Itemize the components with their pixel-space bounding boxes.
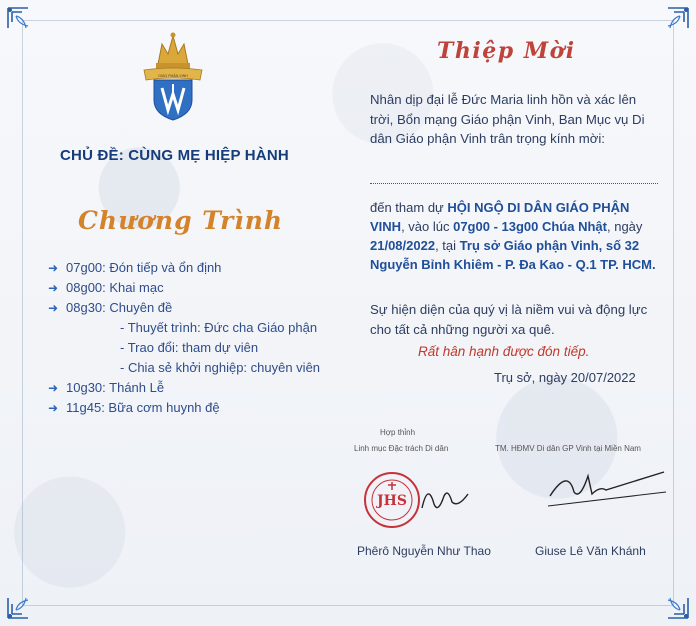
agenda-item: ➜ 08g00: Khai mạc (48, 278, 320, 298)
agenda-item: ➜ 11g45: Bữa cơm huynh đệ (48, 398, 320, 418)
event-place: Trụ sở Giáo phận Vinh, số 32 Nguyễn Bỉnh Khiêm - P. Đa Kao - Q.1 TP. HCM. (370, 238, 656, 272)
corner-ornament-icon (654, 6, 690, 42)
agenda-text: Bữa cơm huynh đệ (108, 400, 220, 415)
agenda-time: 07g00 (66, 260, 103, 275)
event-date: 21/08/2022 (370, 238, 436, 253)
agenda-text: Chuyên đề (109, 300, 173, 315)
agenda-text: Đón tiếp và ổn định (109, 260, 222, 275)
arrow-right-icon: ➜ (48, 401, 59, 415)
invite-paragraph: đến tham dự HỘI NGỘ DI DÂN GIÁO PHẬN VINH, vào lúc 07g00 - 13g00 Chúa Nhật, ngày 21/08/2022, tại Trụ sở Giáo phận Vinh, số 32 Nguyễn Bỉnh Khiêm - P. Đa Kao - Q.1 TP. HCM. (370, 200, 656, 272)
event-time: 07g00 - 13g00 Chúa Nhật (453, 219, 607, 234)
corner-ornament-icon (654, 584, 690, 620)
arrow-right-icon: ➜ (48, 281, 59, 295)
agenda-time: 08g30 (66, 300, 103, 315)
arrow-right-icon: ➜ (48, 261, 59, 275)
presence-paragraph: Sự hiện diện của quý vị là niềm vui và động lực cho tất cả những người xa quê. (370, 302, 648, 337)
agenda-item: ➜ 07g00: Đón tiếp và ổn định (48, 258, 320, 278)
agenda-subitem: - Chia sẻ khởi nghiệp: chuyên viên (120, 360, 321, 375)
signer-name-left: Phêrô Nguyễn Như Thao (357, 544, 491, 558)
signature-header-left: Hợp thỉnh (380, 428, 416, 437)
agenda-subitem: - Thuyết trình: Đức cha Giáo phận (120, 320, 318, 335)
agenda-text: Thánh Lễ (109, 380, 165, 395)
signature-role-right: TM. HĐMV Di dân GP Vinh tại Miền Nam (495, 444, 641, 453)
invitation-title: Thiệp Mời (437, 38, 576, 64)
signer-name-right: Giuse Lê Văn Khánh (535, 544, 646, 558)
agenda-text: Khai mạc (109, 280, 164, 295)
agenda-list (48, 258, 320, 418)
corner-ornament-icon (6, 6, 42, 42)
corner-ornament-icon (6, 584, 42, 620)
agenda-subitem: - Trao đổi: tham dự viên (120, 340, 259, 355)
arrow-right-icon: ➜ (48, 381, 59, 395)
seal-stamp-icon (362, 470, 422, 530)
event-name: HỘI NGỘ DI DÂN GIÁO PHẬN VINH (370, 200, 630, 234)
date-line: Trụ sở, ngày 20/07/2022 (494, 370, 636, 385)
signature-role-left: Linh mục Đặc trách Di dân (354, 444, 449, 453)
intro-paragraph: Nhân dịp đại lễ Đức Maria linh hồn và xác lên trời, Bổn mạng Giáo phận Vinh, Ban Mục vụ Di dân Giáo phận Vinh trân trọng kính mời: (370, 92, 645, 146)
diocese-logo-icon (142, 30, 204, 122)
logo-caption: GIÁO PHẬN VINH (158, 74, 188, 78)
dotted-divider (370, 183, 658, 184)
arrow-right-icon: ➜ (48, 301, 59, 315)
agenda-time: 11g45 (66, 400, 102, 415)
seal-text: JHS (377, 493, 407, 509)
agenda-item: ➜ 08g30: Chuyên đề (48, 298, 320, 318)
signature-left-icon (418, 478, 478, 518)
agenda-item: ➜ 10g30: Thánh Lễ (48, 378, 320, 398)
program-title: Chương Trình (78, 206, 284, 235)
agenda-time: 10g30 (66, 380, 103, 395)
theme-heading: CHỦ ĐỀ: CÙNG MẸ HIỆP HÀNH (60, 147, 289, 164)
welcome-line: Rất hân hạnh được đón tiếp. (418, 344, 590, 359)
agenda-time: 08g00 (66, 280, 103, 295)
signature-right-icon (540, 462, 670, 512)
